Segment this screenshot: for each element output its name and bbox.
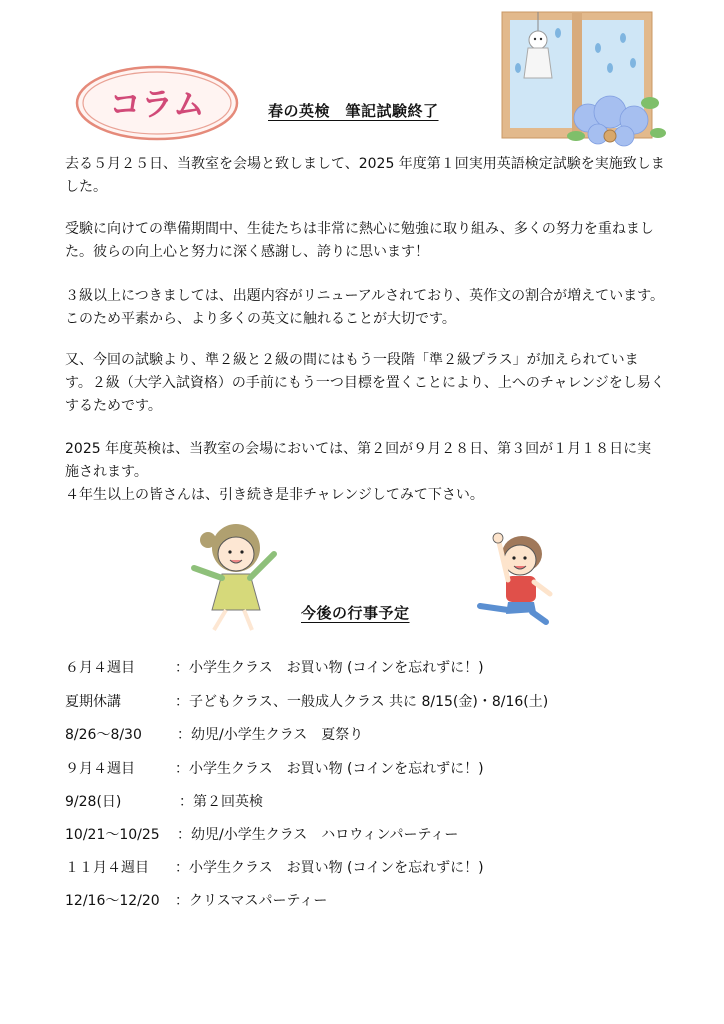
paragraph-4: 又、今回の試験より、準２級と２級の間にはもう一段階「準２級プラス」が加えられています。２級（大学入試資格）の手前にもう一つ目標を置くことにより、上へのチャレンジをし易くするためです。: [65, 352, 665, 414]
boy-illustration: [470, 530, 560, 626]
paragraph-3: ３級以上につきましては、出題内容がリニューアルされており、英作文の割合が増えています。このため平素から、より多くの英文に触れることが大切です。: [65, 288, 665, 327]
schedule-event: ：幼児/小学生クラス ハロウィンパーティー: [177, 827, 459, 843]
article-title: 春の英検 筆記試験終了: [268, 102, 439, 120]
schedule-date: 9/28(日): [65, 794, 122, 810]
schedule-title: 今後の行事予定: [301, 604, 410, 622]
schedule-event: ：クリスマスパーティー: [175, 893, 328, 909]
schedule-event: ：幼児/小学生クラス 夏祭り: [177, 727, 364, 743]
schedule-event: ：小学生クラス お買い物 (コインを忘れずに！): [175, 660, 484, 676]
schedule-event: ：第２回英検: [179, 794, 263, 810]
schedule-event: ：小学生クラス お買い物 (コインを忘れずに！): [175, 860, 484, 876]
girl-illustration: [186, 518, 282, 636]
paragraph-5: 2025 年度英検は、当教室の会場においては、第２回が９月２８日、第３回が１月１８日に実施されます。 ４年生以上の皆さんは、引き続き是非チャレンジしてみて下さい。: [65, 441, 652, 503]
paragraph-1: 去る５月２５日、当教室を会場と致しまして、2025 年度第１回実用英語検定試験を実施致しました。: [65, 156, 665, 195]
schedule-date: ６月４週目: [65, 660, 135, 676]
paragraph-2: 受験に向けての準備期間中、生徒たちは非常に熱心に勉強に取り組み、多くの努力を重ねました。彼らの向上心と努力に深く感謝し、誇りに思います！: [65, 221, 654, 260]
rainy-window-illustration: [498, 8, 668, 150]
schedule-date: 夏期休講: [65, 694, 121, 710]
schedule-event: ：小学生クラス お買い物 (コインを忘れずに！): [175, 761, 484, 777]
column-label: コラム: [109, 85, 205, 123]
schedule-date: 8/26〜8/30: [65, 727, 142, 743]
schedule-event: ：子どもクラス、一般成人クラス 共に 8/15(金)・8/16(土): [175, 694, 549, 710]
schedule-date: ９月４週目: [65, 761, 135, 777]
schedule-date: 12/16〜12/20: [65, 893, 160, 909]
schedule-date: １１月４週目: [65, 860, 149, 876]
schedule-date: 10/21〜10/25: [65, 827, 160, 843]
column-badge: [72, 62, 242, 144]
